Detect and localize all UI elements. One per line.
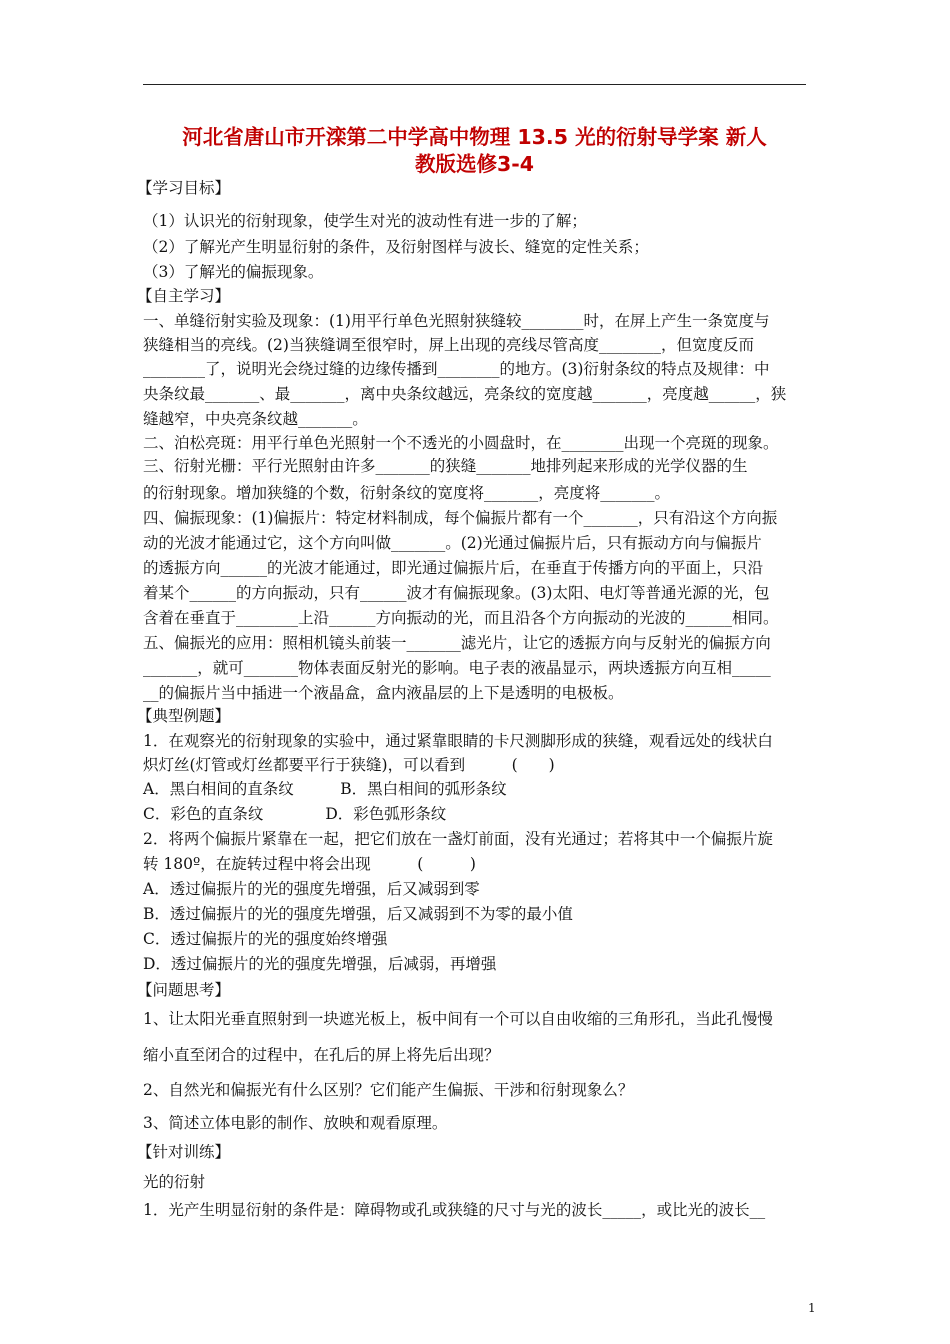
self-study-line: 的透振方向______的光波才能通过，即光通过偏振片后，在垂直于传播方向的平面上，只沿 [143, 559, 764, 577]
header-rule [143, 84, 806, 85]
practice-heading: 【针对训练】 [137, 1143, 231, 1161]
self-study-line: 狭缝相当的亮线。(2)当狭缝调至很窄时，屏上出现的亮线尽管高度________，但宽度反而 [143, 336, 754, 354]
title-line-1: 河北省唐山市开滦第二中学高中物理 13.5 光的衍射导学案 新人 [182, 125, 767, 149]
examples-heading: 【典型例题】 [137, 707, 231, 725]
question-line: 3、简述立体电影的制作、放映和观看原理。 [143, 1114, 448, 1132]
self-study-line: __的偏振片当中插进一个液晶盒，盒内液晶层的上下是透明的电极板。 [143, 684, 624, 702]
question-line: 2、自然光和偏振光有什么区别？它们能产生偏振、干涉和衍射现象么？ [143, 1081, 634, 1099]
self-study-line: 动的光波才能通过它，这个方向叫做_______。(2)光通过偏振片后，只有振动方向与偏振片 [143, 534, 762, 552]
example-line: 2．将两个偏振片紧靠在一起，把它们放在一盏灯前面，没有光通过；若将其中一个偏振片旋 [143, 830, 773, 848]
self-study-line: 三、衍射光栅：平行光照射由许多_______的狭缝_______地排列起来形成的光学仪器的生 [143, 457, 748, 475]
self-study-line: _______，就可_______物体表面反射光的影响。电子表的液晶显示，两块透振方向互相_____ [143, 659, 771, 677]
study-goal-3: （3）了解光的偏振现象。 [143, 263, 324, 281]
self-study-heading: 【自主学习】 [137, 287, 231, 305]
self-study-line: 央条纹最_______、最_______，离中央条纹越远，亮条纹的宽度越_______，亮度越______，狭 [143, 385, 787, 403]
self-study-line: 四、偏振现象：(1)偏振片：特定材料制成，每个偏振片都有一个_______，只有沿这个方向振 [143, 509, 778, 527]
study-goal-1: （1）认识光的衍射现象，使学生对光的波动性有进一步的了解； [143, 212, 587, 230]
self-study-line: 五、偏振光的应用：照相机镜头前装一_______滤光片，让它的透振方向与反射光的偏振方向 [143, 634, 771, 652]
self-study-line: 二、泊松亮斑：用平行单色光照射一个不透光的小圆盘时，在________出现一个亮斑的现象。 [143, 434, 779, 452]
example-option: A．透过偏振片的光的强度先增强，后又减弱到零 [143, 880, 480, 898]
question-line: 1、让太阳光垂直照射到一块遮光板上，板中间有一个可以自由收缩的三角形孔，当此孔慢慢 [143, 1010, 773, 1028]
study-goals-heading: 【学习目标】 [137, 179, 231, 197]
example-line: 1．在观察光的衍射现象的实验中，通过紧靠眼睛的卡尺测脚形成的狭缝，观看远处的线状白 [143, 732, 773, 750]
title-line-2: 教版选修3-4 [414, 152, 535, 176]
self-study-line: 缝越窄，中央亮条纹越_______。 [143, 410, 368, 428]
example-option: C．透过偏振片的光的强度始终增强 [143, 930, 388, 948]
question-line: 缩小直至闭合的过程中，在孔后的屏上将先后出现？ [143, 1046, 500, 1064]
example-option: A．黑白相间的直条纹 B．黑白相间的弧形条纹 [143, 780, 507, 798]
practice-line: 1．光产生明显衍射的条件是：障碍物或孔或狭缝的尺寸与光的波长_____，或比光的波长__ [143, 1201, 766, 1219]
questions-heading: 【问题思考】 [137, 981, 231, 999]
example-option: C．彩色的直条纹 D．彩色弧形条纹 [143, 805, 447, 823]
study-goal-2: （2）了解光产生明显衍射的条件，及衍射图样与波长、缝宽的定性关系； [143, 238, 649, 256]
self-study-line: 着某个______的方向振动，只有______波才有偏振现象。(3)太阳、电灯等普通光源的光，包 [143, 584, 770, 602]
example-option: D．透过偏振片的光的强度先增强，后减弱，再增强 [143, 955, 497, 973]
document-title [143, 124, 806, 178]
example-option: B．透过偏振片的光的强度先增强，后又减弱到不为零的最小值 [143, 905, 573, 923]
page-number: 1 [808, 1301, 816, 1315]
example-line: 转 180º，在旋转过程中将会出现 ( ) [143, 855, 476, 873]
practice-subheading: 光的衍射 [143, 1173, 206, 1191]
self-study-line: 含着在垂直于________上沿______方向振动的光，而且沿各个方向振动的光波的______相同。 [143, 609, 779, 627]
self-study-line: ________了，说明光会绕过缝的边缘传播到________的地方。(3)衍射条纹的特点及规律：中 [143, 360, 770, 378]
self-study-line: 一、单缝衍射实验及现象：(1)用平行单色光照射狭缝较________时，在屏上产生一条宽度与 [143, 312, 770, 330]
self-study-line: 的衍射现象。增加狭缝的个数，衍射条纹的宽度将_______，亮度将_______。 [143, 484, 671, 502]
example-line: 炽灯丝(灯管或灯丝都要平行于狭缝)，可以看到 ( ) [143, 756, 555, 774]
